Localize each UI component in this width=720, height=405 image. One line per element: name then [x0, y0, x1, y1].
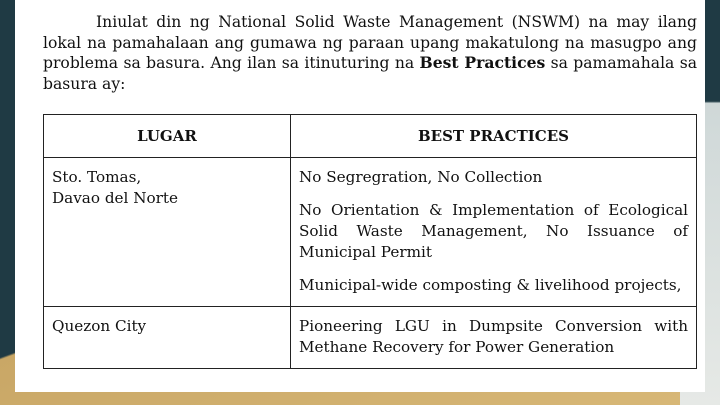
cell-lugar	[44, 158, 291, 307]
lugar-line: Sto. Tomas,	[52, 168, 142, 186]
cell-practices	[291, 307, 697, 369]
lugar-line: Davao del Norte	[52, 189, 179, 207]
best-practices-table	[43, 114, 697, 369]
intro-bold-term: Best Practices	[419, 53, 546, 72]
slide-page	[15, 0, 705, 392]
table-row	[44, 158, 697, 307]
practice-item: Pioneering LGU in Dumpsite Conversion with Methane Recovery for Power Generation	[299, 317, 688, 356]
practice-item: Municipal-wide composting & livelihood projects,	[299, 276, 682, 294]
intro-text-before: Iniulat din ng National Solid Waste Management (NSWM) na may ilang lokal na pamahalaan ang gumawa ng paraan upang makatulong na masugpo ang problema sa basura. Ang ilan sa itinuturing na	[43, 13, 697, 72]
practice-item: No Segregration, No Collection	[299, 168, 543, 186]
header-best-practices: BEST PRACTICES	[291, 115, 697, 158]
table-header-row	[44, 115, 697, 158]
cell-practices	[291, 158, 697, 307]
cell-lugar	[44, 307, 291, 369]
intro-paragraph	[43, 12, 697, 94]
table-row	[44, 307, 697, 369]
practice-item: No Orientation & Implementation of Ecological Solid Waste Management, No Issuance of Municipal Permit	[299, 201, 688, 261]
lugar-line: Quezon City	[52, 317, 147, 335]
intro-text-after: sa pamamahala sa basura ay:	[43, 54, 697, 93]
header-lugar: LUGAR	[44, 115, 291, 158]
